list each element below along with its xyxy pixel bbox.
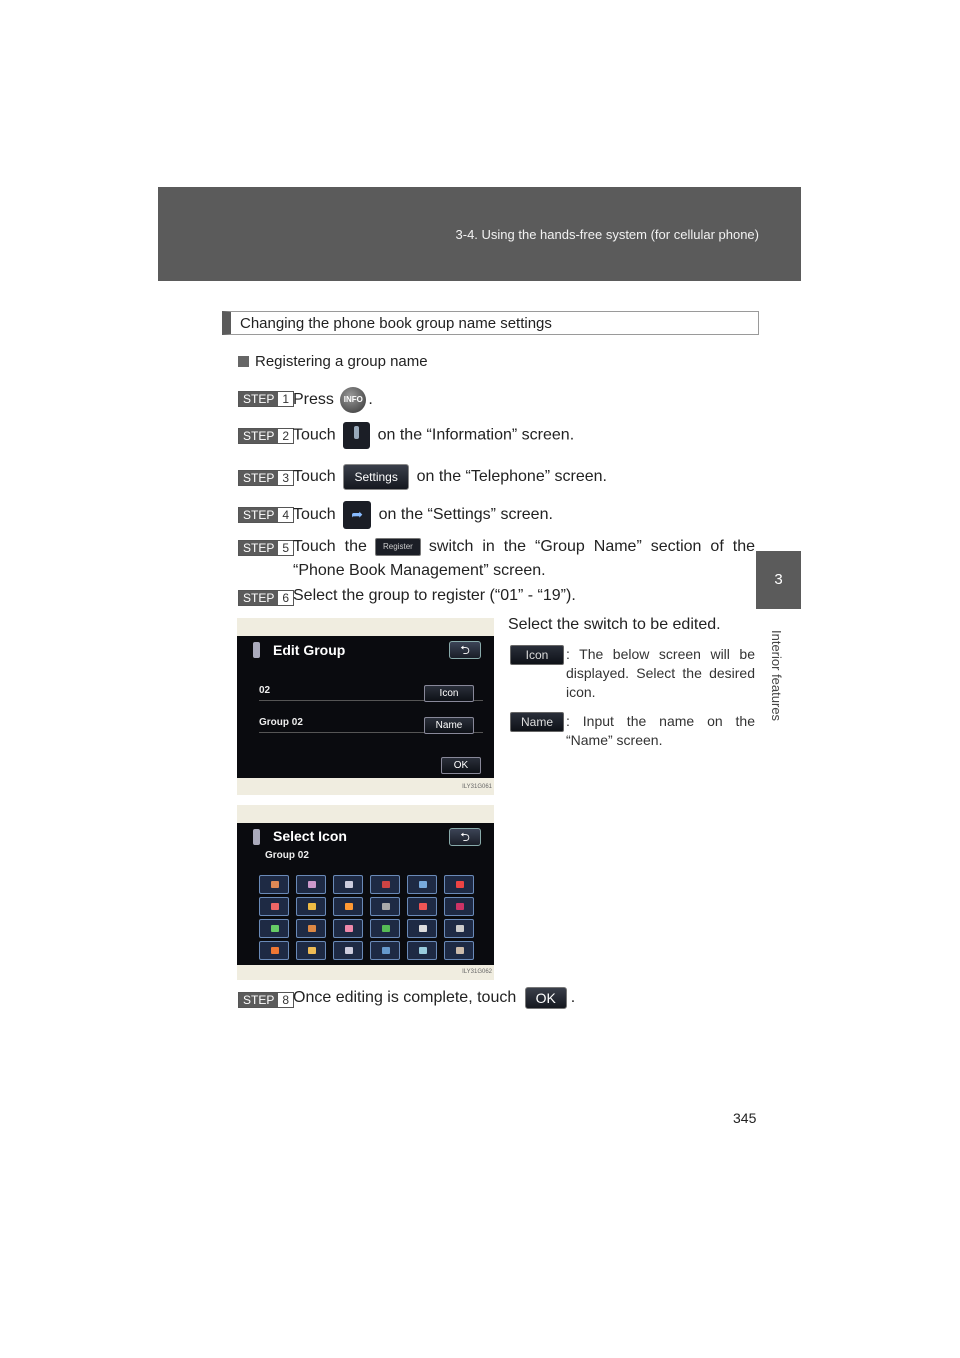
icon-button[interactable]: Icon: [510, 645, 564, 665]
step-5: [238, 538, 755, 579]
phone-icon: [253, 829, 260, 845]
step-text: Once editing is complete, touch OK .: [293, 987, 575, 1009]
settings-button[interactable]: Settings: [343, 464, 409, 490]
square-bullet-icon: [238, 356, 249, 367]
phone-book-icon[interactable]: ➦: [343, 501, 371, 529]
step-3: [238, 468, 607, 487]
group-icon-option[interactable]: [407, 919, 437, 938]
step-badge: STEP 6: [238, 590, 294, 606]
select-icon-screen: [237, 823, 494, 965]
step-badge: STEP 4: [238, 507, 294, 523]
group-icon-option[interactable]: [407, 897, 437, 916]
select-icon-screenshot: [237, 805, 494, 980]
group-icon-option[interactable]: [370, 875, 400, 894]
group-icon-option[interactable]: [333, 941, 363, 960]
step-4: [238, 506, 553, 524]
step-text: Press INFO .: [293, 387, 373, 413]
step-text: Touch Settings on the “Telephone” screen.: [293, 464, 607, 490]
group-icon-option[interactable]: [259, 875, 289, 894]
group-icon-option[interactable]: [370, 919, 400, 938]
icon-description: Icon : The below screen will be displayed. Select the desired icon.: [510, 645, 755, 702]
page-number: 345: [733, 1110, 757, 1126]
group-icon-option[interactable]: [259, 897, 289, 916]
register-button[interactable]: Register: [375, 538, 421, 556]
step-7-text: Select the switch to be edited.: [508, 616, 721, 633]
edit-name-button[interactable]: Name: [424, 717, 474, 734]
group-icon-option[interactable]: [444, 941, 474, 960]
chapter-side-label-text: Interior features: [769, 630, 784, 722]
ok-button[interactable]: OK: [525, 987, 567, 1009]
step-1: [238, 390, 373, 409]
info-button[interactable]: INFO: [340, 387, 366, 413]
edit-group-title: Edit Group: [273, 642, 346, 658]
step-badge: STEP 8: [238, 992, 294, 1008]
group-icon-option[interactable]: [333, 919, 363, 938]
step-2: [238, 426, 575, 445]
group-icon-option[interactable]: [444, 875, 474, 894]
group-name-label: Group 02: [259, 717, 303, 728]
group-icon-option[interactable]: [370, 941, 400, 960]
group-icon-option[interactable]: [370, 897, 400, 916]
group-label: Group 02: [265, 850, 309, 861]
name-button[interactable]: Name: [510, 712, 564, 732]
subsection-title: Registering a group name: [255, 353, 428, 370]
chapter-header: [158, 187, 801, 281]
back-button[interactable]: ⮌: [449, 828, 481, 846]
step-badge: STEP 2: [238, 428, 294, 444]
group-icon-option[interactable]: [259, 941, 289, 960]
step-badge: STEP 5: [238, 540, 294, 556]
group-icon-option[interactable]: [296, 919, 326, 938]
name-description: Name : Input the name on the “Name” screen.: [510, 712, 755, 750]
group-icon-option[interactable]: [444, 897, 474, 916]
group-icon-option[interactable]: [296, 941, 326, 960]
edit-icon-button[interactable]: Icon: [424, 685, 474, 702]
step-6: [238, 587, 576, 607]
edit-group-screen: [237, 636, 494, 778]
step-text: Select the group to register (“01” - “19”).: [293, 587, 576, 604]
step-8: [238, 989, 576, 1009]
chapter-tab: 3: [756, 551, 801, 609]
chapter-side-label: [768, 630, 788, 740]
subsection-heading: [238, 353, 428, 370]
figure-code: ILY31G061: [462, 784, 492, 790]
ok-button[interactable]: OK: [441, 757, 481, 774]
group-icon-option[interactable]: [333, 897, 363, 916]
group-icon-option[interactable]: [407, 875, 437, 894]
group-icon-option[interactable]: [259, 919, 289, 938]
group-icon-option[interactable]: [407, 941, 437, 960]
group-number-label: 02: [259, 685, 271, 696]
chapter-header-title: 3-4. Using the hands-free system (for cellular phone): [455, 227, 759, 242]
telephone-icon[interactable]: [343, 422, 370, 449]
back-button[interactable]: ⮌: [449, 641, 481, 659]
step-text: Touch the Register switch in the “Group Name” section of the “Phone Book Management” screen.: [293, 538, 755, 579]
group-icon-option[interactable]: [296, 875, 326, 894]
phone-icon: [253, 642, 260, 658]
group-icon-option[interactable]: [333, 875, 363, 894]
group-icon-option[interactable]: [296, 897, 326, 916]
step-text: Touch on the “Information” screen.: [293, 422, 574, 449]
figure-code: ILY31G062: [462, 969, 492, 975]
step-text: Touch ➦ on the “Settings” screen.: [293, 501, 553, 529]
edit-group-screenshot: [237, 618, 494, 795]
group-icon-option[interactable]: [444, 919, 474, 938]
step-badge: STEP 3: [238, 470, 294, 486]
section-title: Changing the phone book group name settings: [240, 315, 552, 332]
select-icon-title: Select Icon: [273, 828, 347, 844]
icon-grid: [259, 875, 474, 960]
section-heading: [222, 311, 759, 335]
step-badge: STEP 1: [238, 391, 294, 407]
